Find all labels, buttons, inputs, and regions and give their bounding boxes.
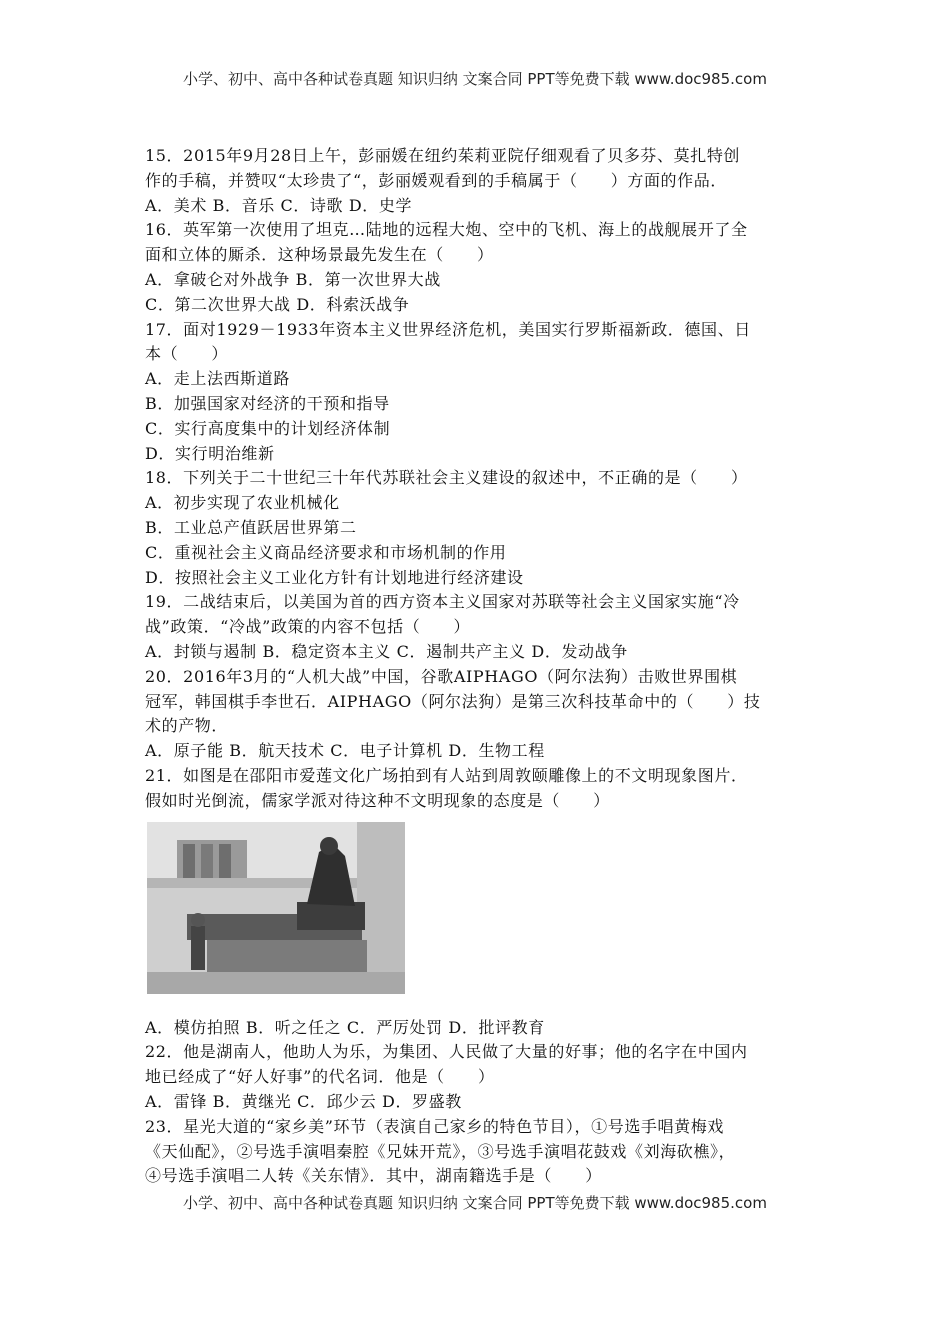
statue-photo: [147, 822, 405, 994]
text-line: 假如时光倒流，儒家学派对待这种不文明现象的态度是（ ）: [145, 790, 610, 810]
text-line: A．封锁与遏制 B．稳定资本主义 C．遏制共产主义 D．发动战争: [145, 641, 628, 661]
text-line: C．实行高度集中的计划经济体制: [145, 418, 391, 438]
text-line: 22．他是湖南人，他助人为乐，为集团、人民做了大量的好事；他的名字在中国内: [145, 1042, 748, 1062]
text-line: 术的产物．: [145, 716, 229, 736]
text-line: A．雷锋 B．黄继光 C．邱少云 D．罗盛教: [145, 1091, 462, 1111]
text-line: A．走上法西斯道路: [145, 369, 290, 389]
text-line: A．美术 B．音乐 C．诗歌 D．史学: [145, 195, 413, 215]
text-line: C．重视社会主义商品经济要求和市场机制的作用: [145, 542, 507, 562]
lines-after-image: [145, 1016, 813, 1190]
question-body: [145, 144, 813, 1189]
text-line: 16．英军第一次使用了坦克…陆地的远程大炮、空中的飞机、海上的战舰展开了全: [145, 220, 748, 240]
text-line: 面和立体的厮杀．这种场景最先发生在（ ）: [145, 245, 494, 265]
text-line: 15．2015年9月28日上午，彭丽媛在纽约茱莉亚院仔细观看了贝多芬、莫扎特创: [145, 146, 741, 165]
text-line: D．按照社会主义工业化方针有计划地进行经济建设: [145, 567, 524, 587]
text-line: 地已经成了“好人好事”的代名词．他是（ ）: [145, 1067, 495, 1087]
text-line: C．第二次世界大战 D．科索沃战争: [145, 294, 410, 314]
lines-before-image: [145, 144, 813, 814]
page-header: 小学、初中、高中各种试卷真题 知识归纳 文案合同 PPT等免费下载 www.doc985.com: [183, 70, 767, 88]
text-line: 20．2016年3月的“人机大战”中国，谷歌AIPHAGO（阿尔法狗）击败世界围棋: [145, 666, 738, 686]
text-line: B．加强国家对经济的干预和指导: [145, 393, 390, 413]
text-line: 23．星光大道的“家乡美”环节（表演自己家乡的特色节目），①号选手唱黄梅戏: [145, 1116, 724, 1136]
text-line: A．模仿拍照 B．听之任之 C．严厉处罚 D．批评教育: [145, 1017, 545, 1037]
text-line: D．实行明治维新: [145, 443, 275, 463]
text-line: 18．下列关于二十世纪三十年代苏联社会主义建设的叙述中，不正确的是（ ）: [145, 468, 748, 488]
text-line: A．原子能 B．航天技术 C．电子计算机 D．生物工程: [145, 741, 545, 761]
text-line: 《天仙配》，②号选手演唱秦腔《兄妹开荒》，③号选手演唱花鼓戏《刘海砍樵》，: [145, 1141, 736, 1161]
text-line: B．工业总产值跃居世界第二: [145, 517, 357, 537]
text-line: ④号选手演唱二人转《关东情》．其中，湖南籍选手是（ ）: [145, 1166, 602, 1186]
text-line: 21．如图是在邵阳市爱莲文化广场拍到有人站到周敦颐雕像上的不文明现象图片．: [145, 765, 748, 785]
page-footer: 小学、初中、高中各种试卷真题 知识归纳 文案合同 PPT等免费下载 www.doc985.com: [183, 1194, 767, 1212]
text-line: 19．二战结束后，以美国为首的西方资本主义国家对苏联等社会主义国家实施“冷: [145, 592, 740, 612]
text-line: A．拿破仑对外战争 B．第一次世界大战: [145, 269, 441, 289]
text-line: 17．面对1929－1933年资本主义世界经济危机，美国实行罗斯福新政．德国、日: [145, 319, 751, 339]
text-line: 作的手稿，并赞叹“太珍贵了“，彭丽媛观看到的手稿属于（ ）方面的作品．: [145, 170, 727, 190]
text-line: 战”政策．“冷战”政策的内容不包括（ ）: [145, 617, 471, 637]
text-line: A．初步实现了农业机械化: [145, 493, 340, 513]
text-line: 本（ ）: [145, 344, 229, 364]
text-line: 冠军，韩国棋手李世石．AIPHAGO（阿尔法狗）是第三次科技革命中的（ ）技: [145, 691, 761, 711]
